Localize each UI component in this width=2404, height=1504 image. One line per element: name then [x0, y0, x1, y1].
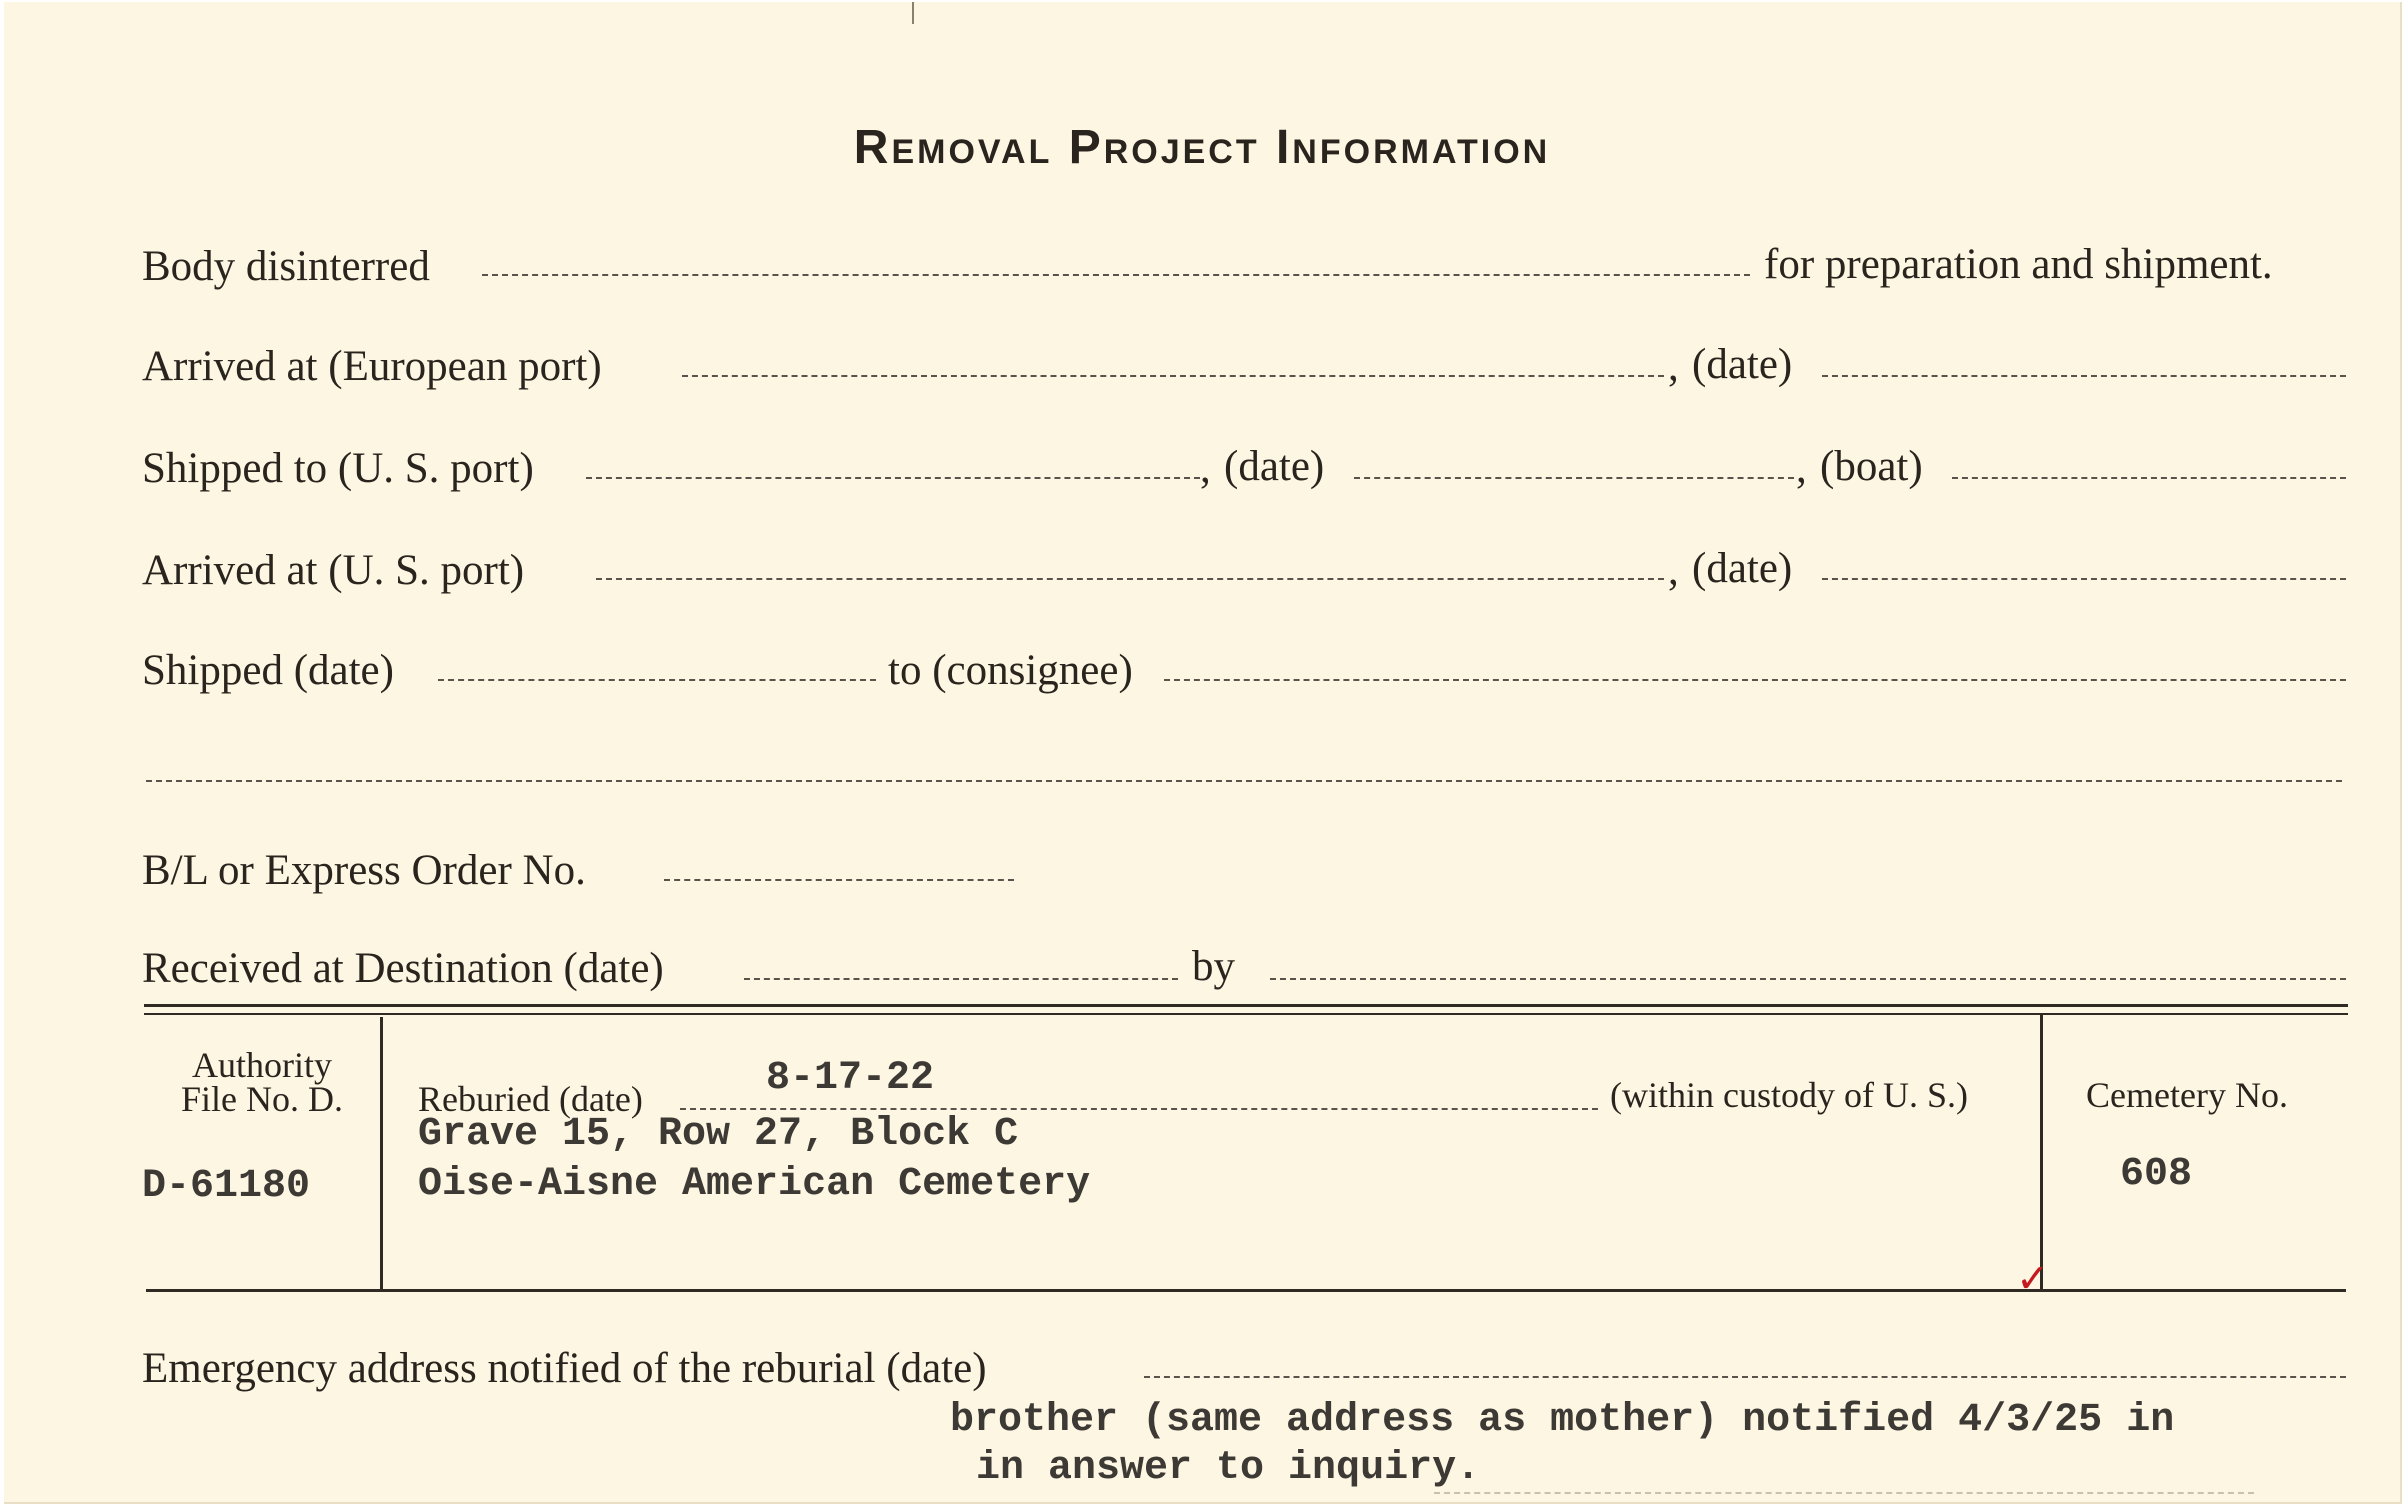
for-preparation-label: for preparation and shipment.: [1764, 241, 2273, 288]
arrived-us-port-line: [596, 578, 1664, 580]
emergency-address-label: Emergency address notified of the reburial (date): [142, 1345, 987, 1392]
received-by-line: [1270, 978, 2346, 980]
shipped-us-date-line: [1354, 477, 1794, 479]
shipped-us-date-label: (date): [1224, 443, 1325, 490]
box-divider-right: [2040, 1013, 2043, 1291]
within-custody-label: (within custody of U. S.): [1610, 1075, 1968, 1115]
cemetery-name: Oise-Aisne American Cemetery: [418, 1162, 1091, 1207]
arrived-us-port-label: Arrived at (U. S. port): [142, 547, 525, 594]
comma-1: ,: [1668, 343, 1679, 390]
authority-label-line2: File No. D.: [181, 1079, 343, 1119]
received-destination-label: Received at Destination (date): [142, 945, 664, 992]
arrived-us-date-line: [1822, 578, 2346, 580]
tick-mark: [912, 2, 914, 24]
authority-label-line1: Authority: [192, 1045, 332, 1085]
grave-location: Grave 15, Row 27, Block C: [418, 1112, 1019, 1157]
file-number: D-61180: [142, 1164, 311, 1209]
card-title: Removal Project Information: [853, 121, 1551, 174]
arrived-us-date-label: (date): [1692, 545, 1793, 592]
bl-express-label: B/L or Express Order No.: [142, 847, 586, 894]
comma-4: ,: [1668, 547, 1679, 594]
bl-express-line: [664, 879, 1014, 881]
shipped-date-label: Shipped (date): [142, 647, 394, 694]
note-line-1: brother (same address as mother) notified 4/3/25 in: [950, 1398, 2175, 1443]
arrived-european-date-line: [1822, 375, 2346, 377]
shipped-date-line: [438, 679, 876, 681]
arrived-european-date-label: (date): [1692, 341, 1793, 388]
arrived-european-label: Arrived at (European port): [142, 343, 602, 390]
note-line-2: in answer to inquiry.: [976, 1446, 1481, 1491]
emergency-address-line: [1144, 1376, 2346, 1378]
consignee-continuation-line: [146, 780, 2342, 782]
reburied-date-value: 8-17-22: [766, 1056, 935, 1101]
red-check-mark: ✓: [2016, 1256, 2050, 1302]
shipped-us-port-label: Shipped to (U. S. port): [142, 445, 534, 492]
cemetery-number: 608: [2120, 1152, 2193, 1197]
box-top-rule-1: [144, 1004, 2348, 1007]
shipped-us-port-line: [586, 477, 1200, 479]
to-consignee-label: to (consignee): [888, 647, 1133, 694]
authority-file-label: [144, 1045, 380, 1119]
boat-label: (boat): [1820, 443, 1923, 490]
faint-bottom-line: [1434, 1492, 2254, 1494]
box-top-rule-2: [144, 1013, 2348, 1015]
reburied-date-label: Reburied (date): [418, 1079, 643, 1119]
record-card: [4, 2, 2402, 1504]
by-label: by: [1192, 943, 1235, 990]
box-divider-left: [380, 1017, 383, 1289]
consignee-line: [1164, 679, 2346, 681]
boat-line: [1952, 477, 2346, 479]
cemetery-no-label: Cemetery No.: [2086, 1075, 2288, 1115]
arrived-european-line: [682, 375, 1664, 377]
received-destination-line: [744, 978, 1178, 980]
comma-2: ,: [1200, 445, 1211, 492]
reburied-date-line: [680, 1108, 1598, 1110]
body-disinterred-label: Body disinterred: [142, 243, 430, 290]
comma-3: ,: [1796, 445, 1807, 492]
body-disinterred-line: [482, 274, 1750, 276]
